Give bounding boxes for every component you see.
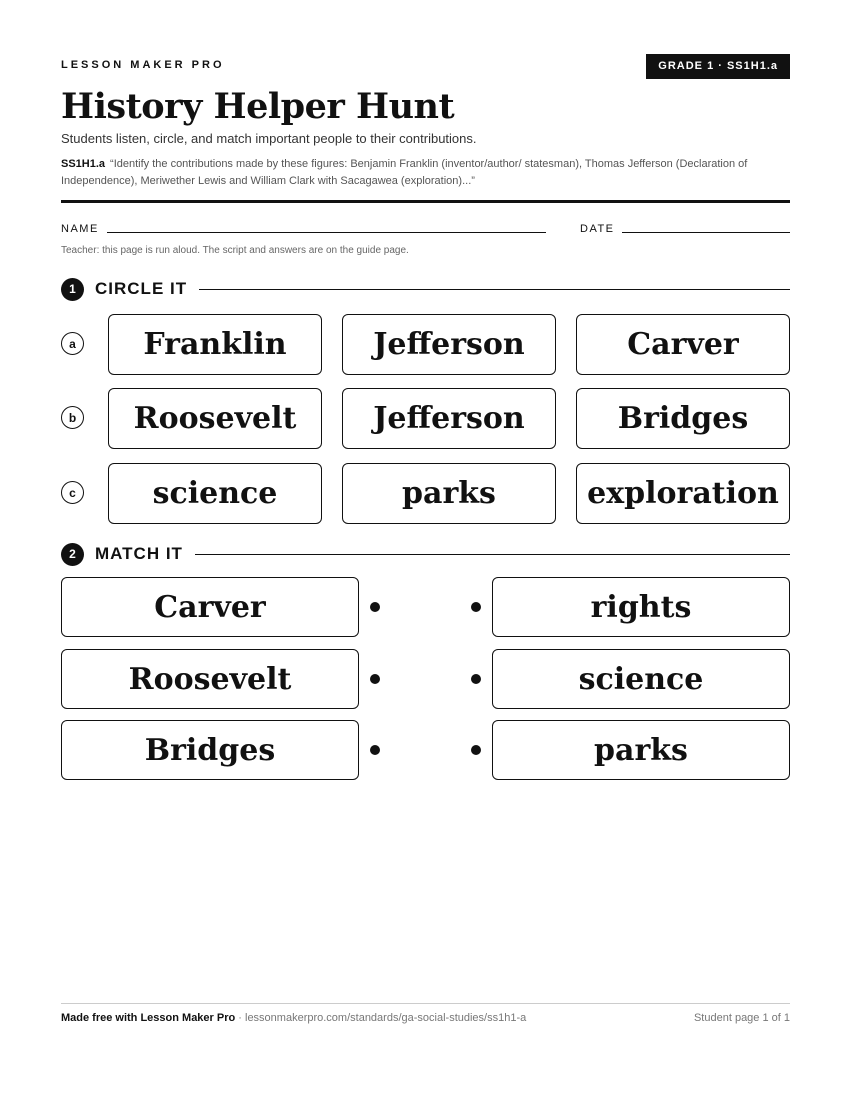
match-right-item[interactable]: science [492,649,790,709]
circle-option[interactable]: Jefferson [342,388,556,449]
section-rule [199,289,790,290]
footer-made-with: Made free with Lesson Maker Pro [61,1012,236,1024]
page-title: History Helper Hunt [61,86,455,127]
brand-name: LESSON MAKER PRO [61,59,225,71]
match-left-item[interactable]: Roosevelt [61,649,359,709]
standard-code: SS1H1.a [61,158,106,170]
circle-option[interactable]: science [108,463,322,524]
section-rule [195,554,790,555]
section-number: 2 [61,543,84,566]
section-title: CIRCLE IT [95,279,188,298]
name-label: NAME [61,223,99,235]
circle-section-header [61,277,790,301]
standard-text: “Identify the contributions made by these figures: Benjamin Franklin (inventor/author/ statesman), Thomas Jefferson (Declaration of Independence), Meriwether Lewis and William Clark with Sacagawea (exploration)...” [61,158,748,187]
circle-option[interactable]: Franklin [108,314,322,375]
name-field[interactable] [107,232,546,233]
section-number: 1 [61,278,84,301]
footer-divider [61,1003,790,1004]
circle-option[interactable]: Bridges [576,388,790,449]
header-divider [61,200,790,203]
match-dot-left[interactable] [370,602,380,612]
circle-option[interactable]: exploration [576,463,790,524]
footer-credit [61,1012,526,1024]
match-dot-right[interactable] [471,745,481,755]
page-subtitle: Students listen, circle, and match important people to their contributions. [61,131,477,146]
circle-option[interactable]: parks [342,463,556,524]
row-label: c [61,481,84,504]
circle-option[interactable]: Roosevelt [108,388,322,449]
circle-option[interactable]: Jefferson [342,314,556,375]
footer-url[interactable]: · lessonmakerpro.com/standards/ga-social-studies/ss1h1-a [235,1012,527,1024]
row-label: a [61,332,84,355]
match-left-item[interactable]: Bridges [61,720,359,780]
match-right-item[interactable]: parks [492,720,790,780]
teacher-note: Teacher: this page is run aloud. The script and answers are on the guide page. [61,245,409,256]
match-section-header [61,542,790,566]
match-dot-right[interactable] [471,602,481,612]
worksheet-page [61,0,790,1100]
footer-page-number: Student page 1 of 1 [693,1012,790,1024]
standard-description [61,156,781,190]
match-right-item[interactable]: rights [492,577,790,637]
section-title: MATCH IT [95,544,183,563]
match-dot-left[interactable] [370,674,380,684]
row-label: b [61,406,84,429]
grade-badge: GRADE 1 · SS1H1.a [646,54,790,79]
match-dot-left[interactable] [370,745,380,755]
match-left-item[interactable]: Carver [61,577,359,637]
match-dot-right[interactable] [471,674,481,684]
circle-option[interactable]: Carver [576,314,790,375]
date-label: DATE [580,223,615,235]
date-field[interactable] [622,232,790,233]
